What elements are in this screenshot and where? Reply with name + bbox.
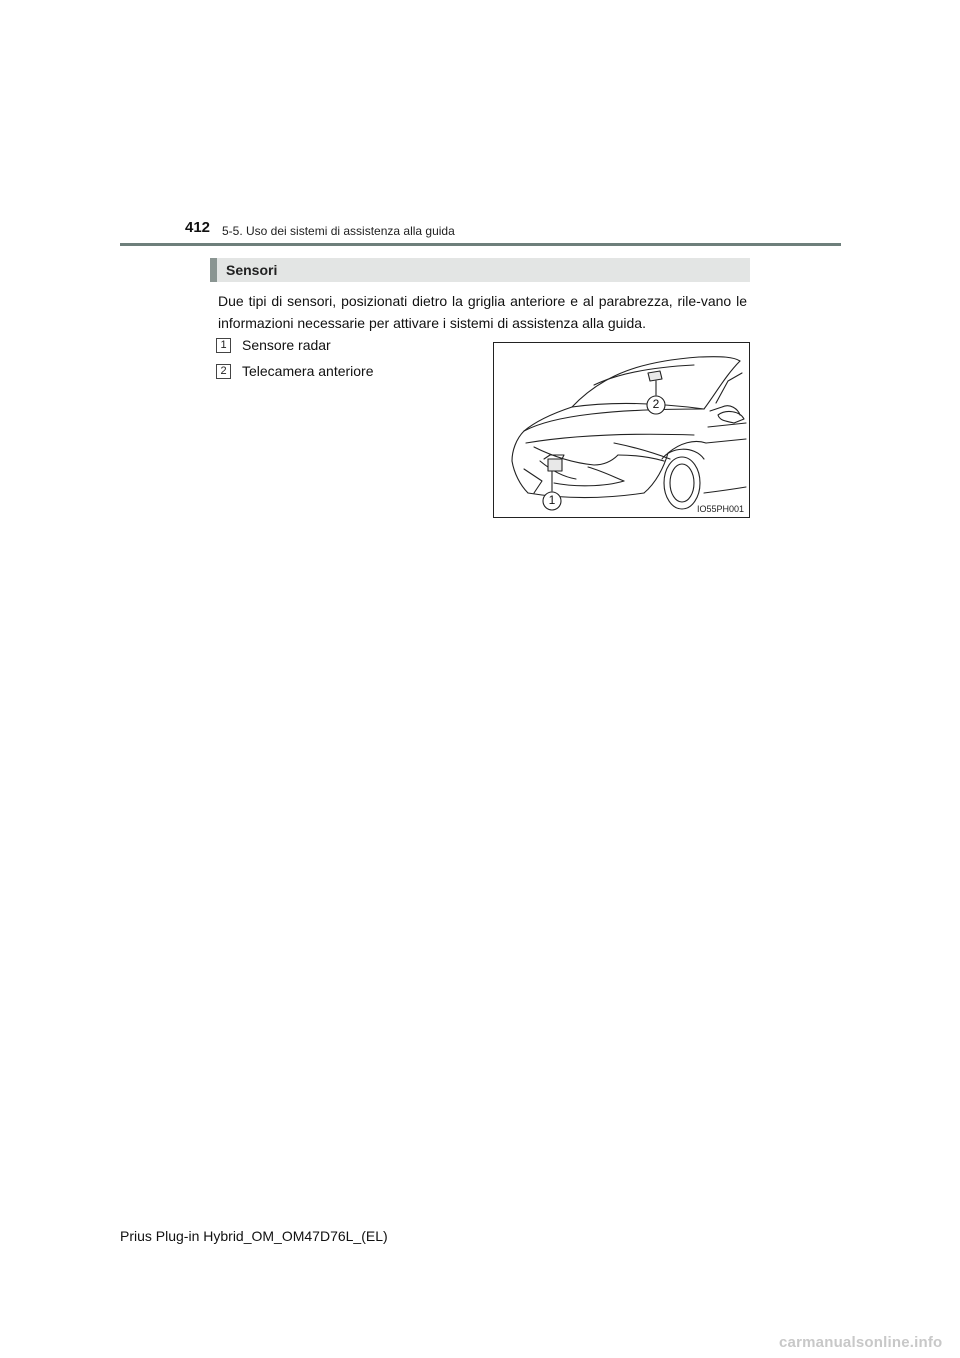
page-number: 412 — [185, 219, 211, 236]
list-item-number: 1 — [216, 338, 231, 353]
list-item-number: 2 — [216, 364, 231, 379]
car-front-drawing — [494, 343, 749, 517]
car-sensor-illustration — [493, 342, 750, 518]
section-heading — [210, 258, 750, 282]
list-item-label: Sensore radar — [242, 337, 331, 353]
section-heading-label: Sensori — [226, 262, 278, 278]
callout-1: 1 — [548, 493, 556, 507]
header-rule — [120, 243, 841, 246]
watermark: carmanualsonline.info — [779, 1334, 943, 1351]
list-item-label: Telecamera anteriore — [242, 363, 374, 379]
callout-2: 2 — [652, 397, 660, 411]
section-title: 5-5. Uso dei sistemi di assistenza alla guida — [222, 224, 455, 238]
body-paragraph: Due tipi di sensori, posizionati dietro la griglia anteriore e al parabrezza, rile-vano le informazioni necessarie per attivare i sistemi di assistenza alla guida. — [218, 293, 747, 331]
figure-code: IO55PH001 — [696, 504, 744, 514]
footer-document-id: Prius Plug-in Hybrid_OM_OM47D76L_(EL) — [120, 1228, 388, 1244]
